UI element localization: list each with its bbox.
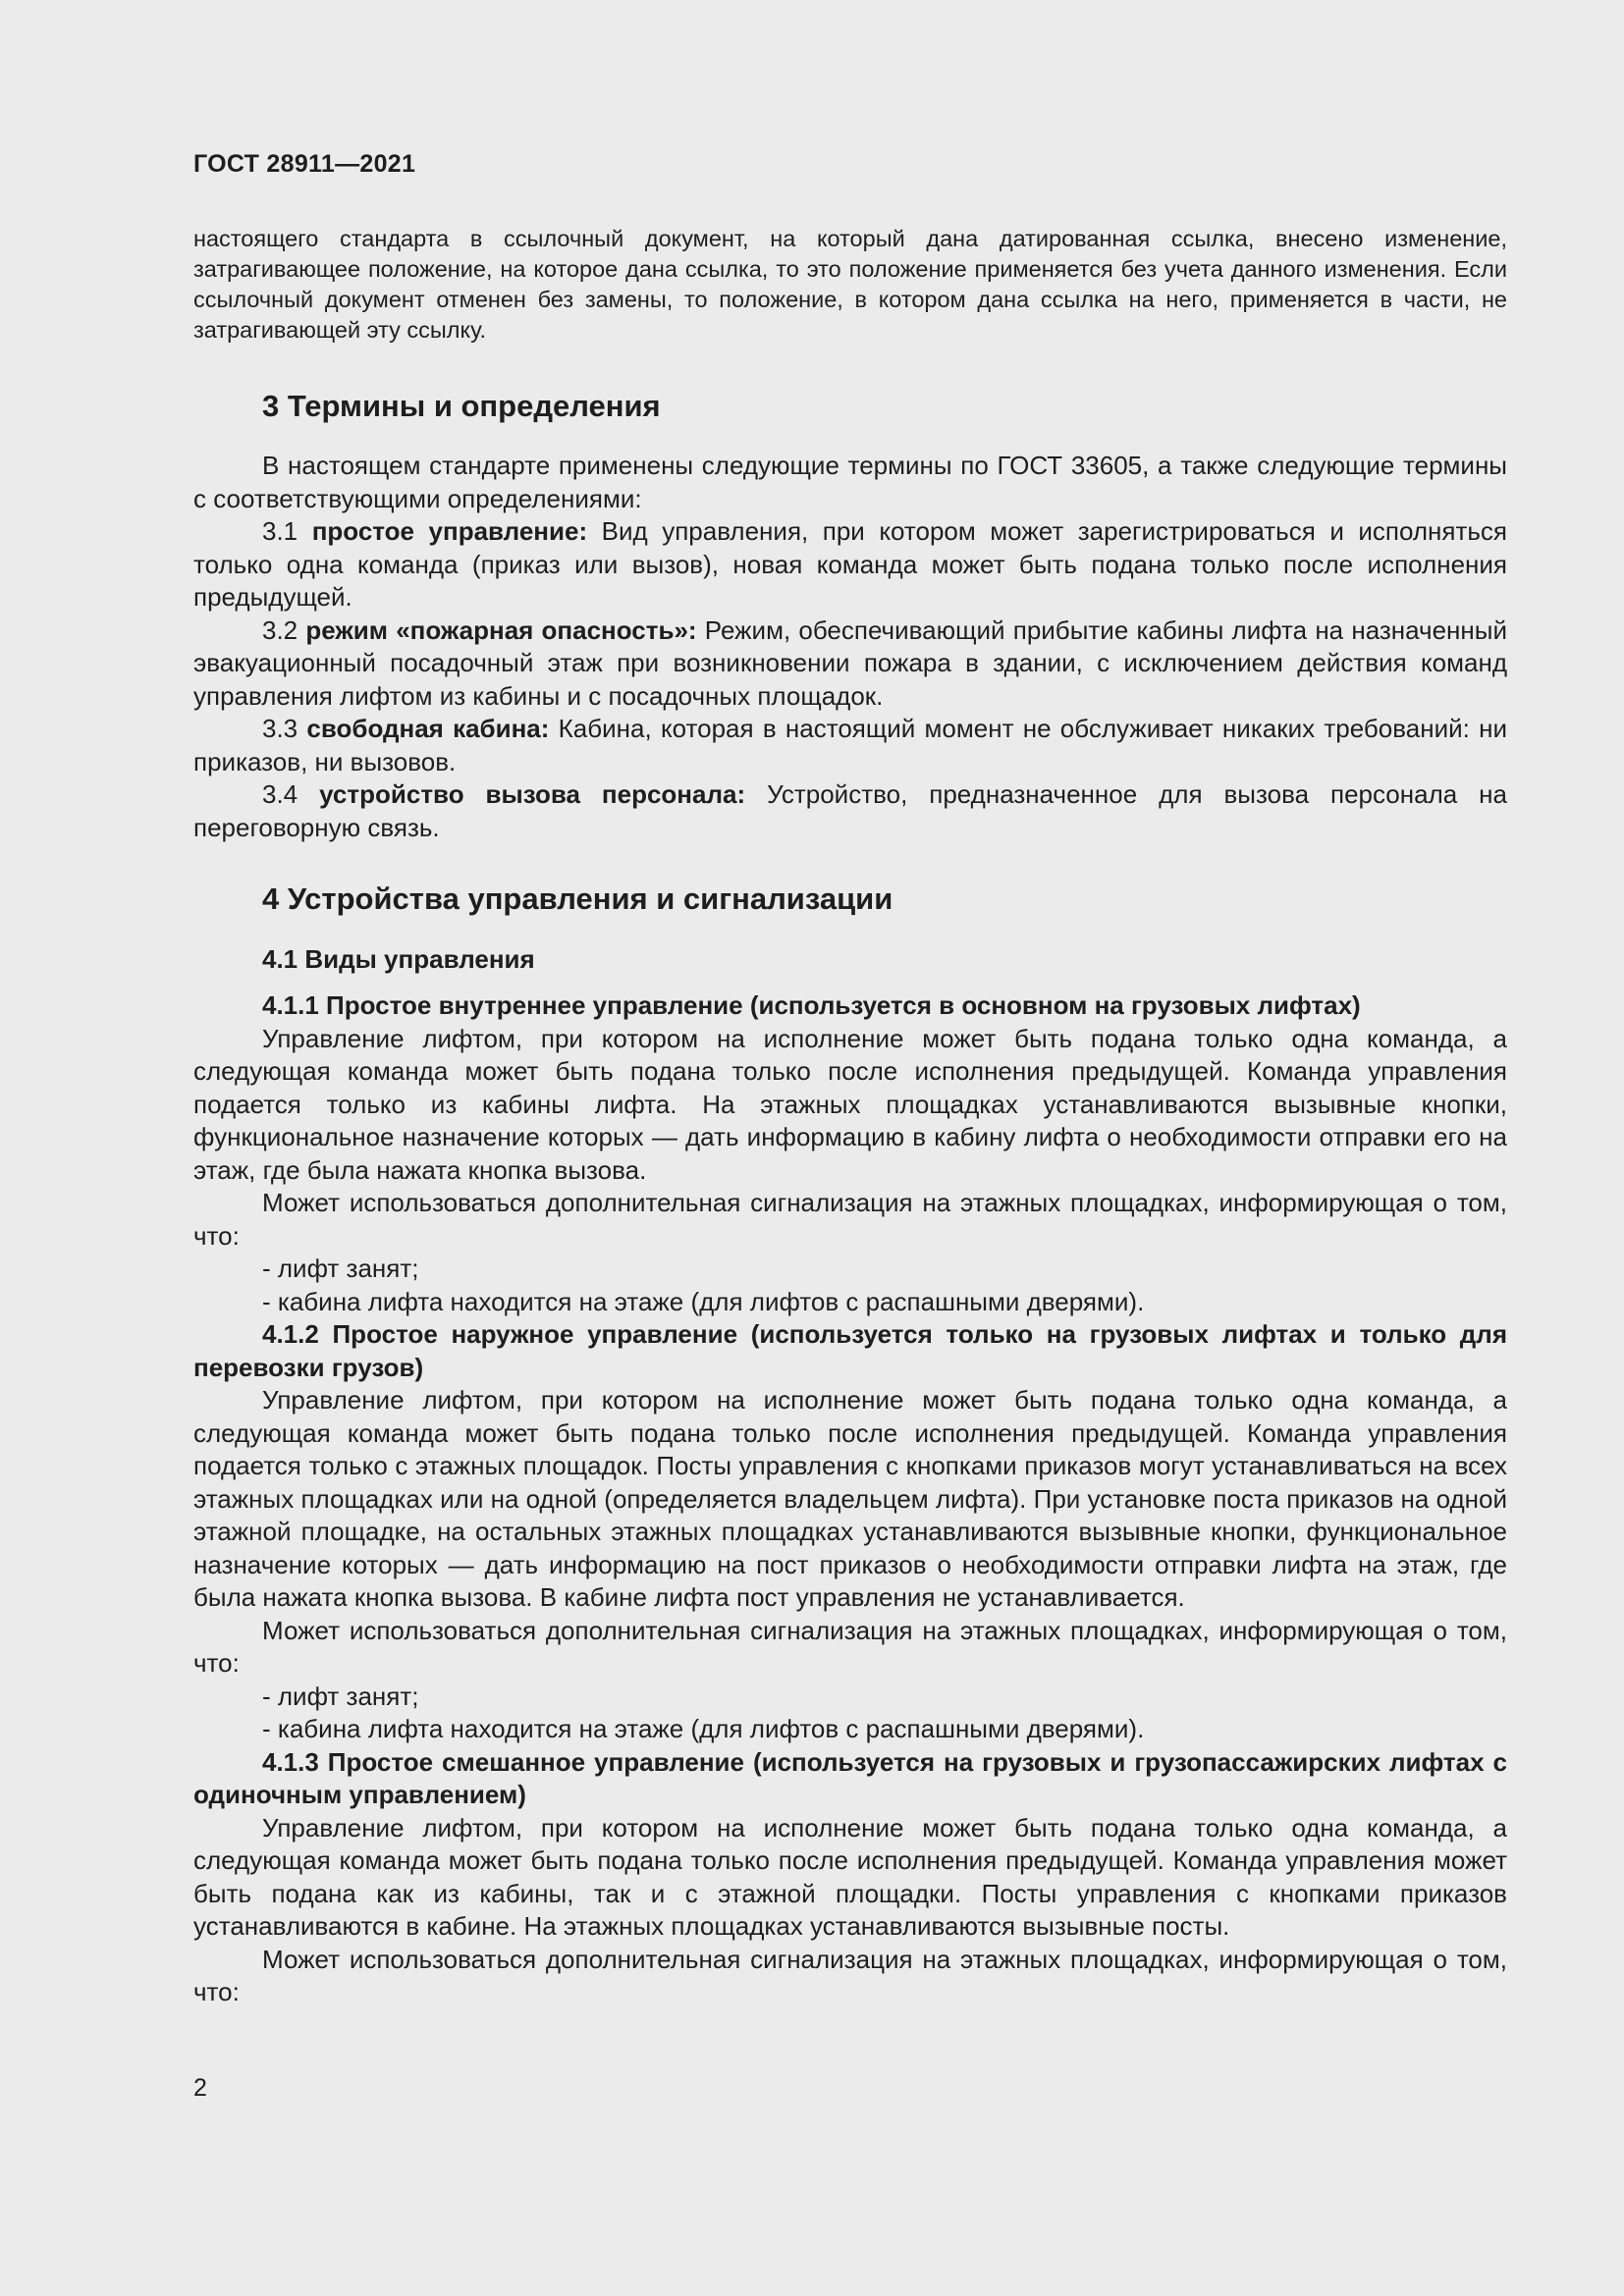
subsection-4-1-1-para-2: Может использоваться дополнительная сигнализация на этажных площадках, информирующая о том, что: <box>193 1188 1507 1251</box>
term-3-4: 3.4 устройство вызова персонала: Устройство, предназначенное для вызова персонала на переговорную связь. <box>193 779 1507 842</box>
subsection-4-1-1-para-1: Управление лифтом, при котором на исполнение может быть подана только одна команда, а следующая команда может быть подана только после исполнения предыдущей. Команда управления подается только из кабины лифта. На этажных площадках устанавливаются вызывные кнопки, функциональное назначение которых — дать информацию в кабину лифта о необходимости отправки его на этаж, где была нажата кнопка вызова. <box>193 1023 1507 1185</box>
section-3-lead: В настоящем стандарте применены следующие термины по ГОСТ 33605, а также следующие термины с соответствующими определениями: <box>193 451 1507 513</box>
page-number: 2 <box>193 2074 207 2102</box>
list-item: - кабина лифта находится на этаже (для лифтов с распашными дверями). <box>262 1286 1145 1316</box>
section-4-title: 4 Устройства управления и сигнализации <box>262 881 893 916</box>
subsection-4-1-1-title: 4.1.1 Простое внутреннее управление (используется в основном на грузовых лифтах) <box>262 990 1361 1020</box>
subsection-4-1-3-title: 4.1.3 Простое смешанное управление (используется на грузовых и грузопассажирских лифтах с одиночным управлением) <box>193 1746 1507 1809</box>
section-3-title: 3 Термины и определения <box>262 389 661 423</box>
section-4-body <box>193 989 1507 2009</box>
term-3-1: 3.1 простое управление: Вид управления, при котором может зарегистрироваться и исполняться только одна команда (приказ или вызов), новая команда может быть подана только после исполнения предыдущей. <box>193 516 1508 612</box>
term-3-2: 3.2 режим «пожарная опасность»: Режим, обеспечивающий прибытие кабины лифта на назначенный эвакуационный посадочный этаж при возникновении пожара в здании, с исключением действия команд управления лифтом из кабины и с посадочных площадок. <box>193 614 1507 711</box>
list-item: - кабина лифта находится на этаже (для лифтов с распашными дверями). <box>262 1714 1145 1743</box>
list-item: - лифт занят; <box>262 1254 419 1283</box>
section-3-body <box>193 450 1507 844</box>
subsection-4-1-2-para-2: Может использоваться дополнительная сигнализация на этажных площадках, информирующая о том, что: <box>193 1615 1507 1678</box>
subsection-4-1-title: 4.1 Виды управления <box>262 944 535 974</box>
term-3-3: 3.3 свободная кабина: Кабина, которая в настоящий момент не обслуживает никаких требований: ни приказов, ни вызовов. <box>193 714 1507 776</box>
subsection-4-1-3-para-1: Управление лифтом, при котором на исполнение может быть подана только одна команда, а следующая команда может быть подана только после исполнения предыдущей. Команда управления может быть подана как из кабины, так и с этажной площадки. Посты управления с кнопками приказов устанавливаются в кабине. На этажных площадках устанавливаются вызывные посты. <box>193 1812 1507 1941</box>
list-item: - лифт занят; <box>262 1681 419 1711</box>
intro-paragraph: настоящего стандарта в ссылочный документ, на который дана датированная ссылка, внесено изменение, затрагивающее положение, на которое дана ссылка, то это положение применяется без учета данного изменения. Если ссылочный документ отменен без замены, то положение, в котором дана ссылка на него, применяется в части, не затрагивающей эту ссылку. <box>193 226 1507 343</box>
subsection-4-1-3-para-2: Может использоваться дополнительная сигнализация на этажных площадках, информирующая о том, что: <box>193 1944 1507 2006</box>
subsection-4-1-2-title: 4.1.2 Простое наружное управление (используется только на грузовых лифтах и только для перевозки грузов) <box>193 1319 1507 1382</box>
subsection-4-1-2-para-1: Управление лифтом, при котором на исполнение может быть подана только одна команда, а следующая команда может быть подана только после исполнения предыдущей. Команда управления подается только с этажных площадок. Посты управления с кнопками приказов могут устанавливаться на всех этажных площадках или на одной (определяется владельцем лифта). При установке поста приказов на одной этажной площадке, на остальных этажных площадках устанавливаются вызывные кнопки, функциональное назначение которых — дать информацию на пост приказов о необходимости отправки лифта на этаж, где была нажата кнопка вызова. В кабине лифта пост управления не устанавливается. <box>193 1385 1507 1612</box>
document-header: ГОСТ 28911—2021 <box>193 150 416 178</box>
